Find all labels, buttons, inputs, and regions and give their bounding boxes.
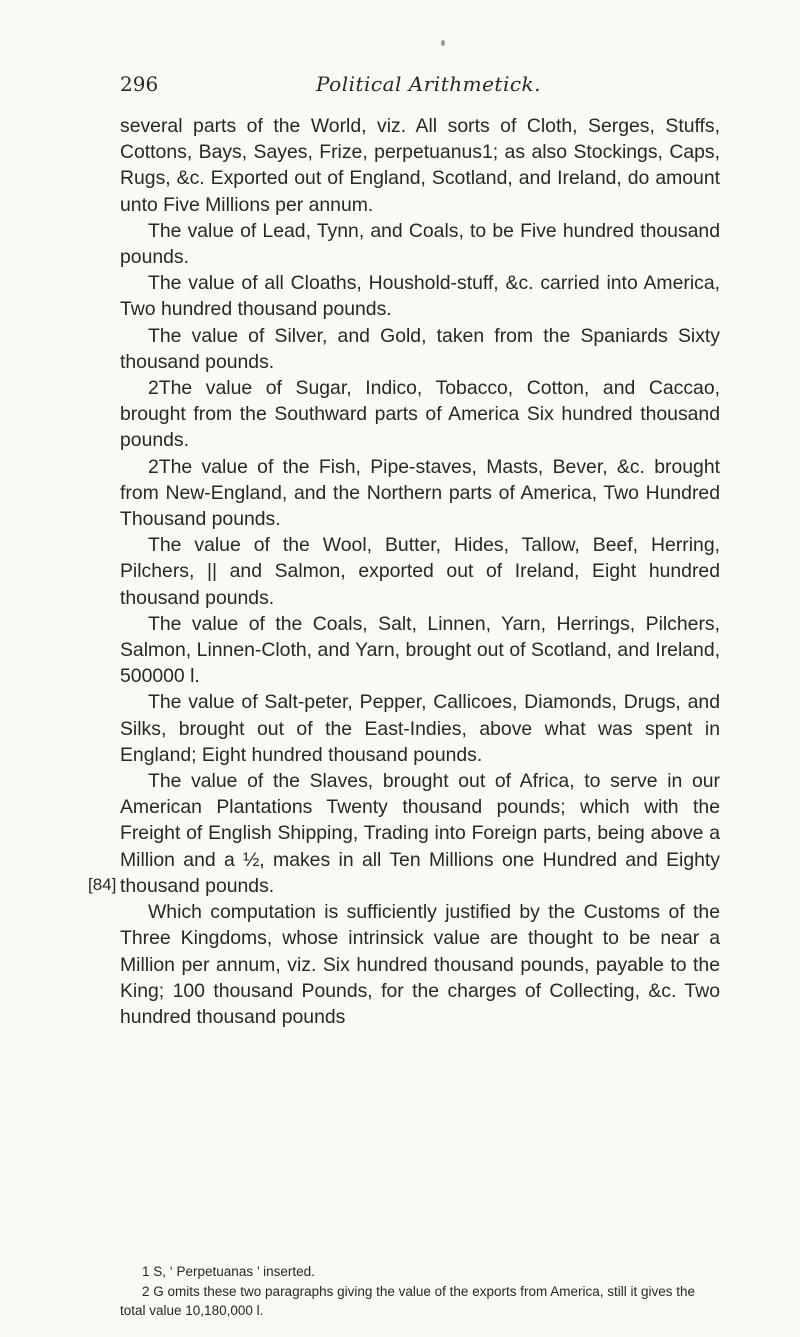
paragraph: several parts of the World, viz. All sorts of Cloth, Serges, Stuffs, Cottons, Bays, Sayes, Frize, perpetuanus1; as also Stockings, Caps, Rugs, &c. Exported out of England, Scotland, and Ireland, do amount unto Five Millions per annum. <box>120 115 720 216</box>
footnote: 1 S, ‘ Perpetuanas ’ inserted. <box>142 1264 315 1279</box>
footnotes <box>120 1262 720 1321</box>
paragraph: The value of Salt-peter, Pepper, Callicoes, Diamonds, Drugs, and Silks, brought out of the East-Indies, above what was spent in England; Eight hundred thousand pounds. <box>120 691 720 766</box>
ink-speck <box>441 40 445 46</box>
paragraph: The value of the Slaves, brought out of Africa, to serve in our American Plantations Twenty thousand pounds; which with the Freight of English Shipping, Trading into Foreign parts, being above a Million and a ½, makes in all Ten Millions one Hundred and Eighty thousand pounds. <box>120 770 720 897</box>
paragraph: The value of all Cloaths, Houshold-stuff, &c. carried into America, Two hundred thousand pounds. <box>120 272 720 321</box>
margin-page-reference: [84] <box>88 875 117 894</box>
paragraph: 2The value of the Fish, Pipe-staves, Masts, Bever, &c. brought from New-England, and the Northern parts of America, Two Hundred Thousand pounds. <box>120 455 720 531</box>
paragraph: The value of Silver, and Gold, taken from the Spaniards Sixty thousand pounds. <box>120 324 720 373</box>
paragraph: Which computation is sufficiently justified by the Customs of the Three Kingdoms, whose intrinsick value are thought to be near a Million per annum, viz. Six hundred thousand pounds, payable to the King; 100 thousand Pounds, for the charges of Collecting, &c. Two hundred thousand pounds <box>120 901 720 1028</box>
running-title: Political Arithmetick. <box>316 72 542 96</box>
paragraph: The value of Lead, Tynn, and Coals, to be Five hundred thousand pounds. <box>120 219 720 269</box>
page-number: 296 <box>120 72 159 96</box>
paragraph: The value of the Wool, Butter, Hides, Tallow, Beef, Herring, Pilchers, || and Salmon, exported out of Ireland, Eight hundred thousand pounds. <box>120 534 720 609</box>
paragraph: 2The value of Sugar, Indico, Tobacco, Cotton, and Caccao, brought from the Southward parts of America Six hundred thousand pounds. <box>120 377 720 452</box>
body-text <box>120 113 720 1030</box>
footnote: 2 G omits these two paragraphs giving the value of the exports from America, still it gives the total value 10,180,000 l. <box>120 1283 696 1318</box>
paragraph: The value of the Coals, Salt, Linnen, Yarn, Herrings, Pilchers, Salmon, Linnen-Cloth, and Yarn, brought out of Scotland, and Ireland, 500000 l. <box>120 612 720 688</box>
